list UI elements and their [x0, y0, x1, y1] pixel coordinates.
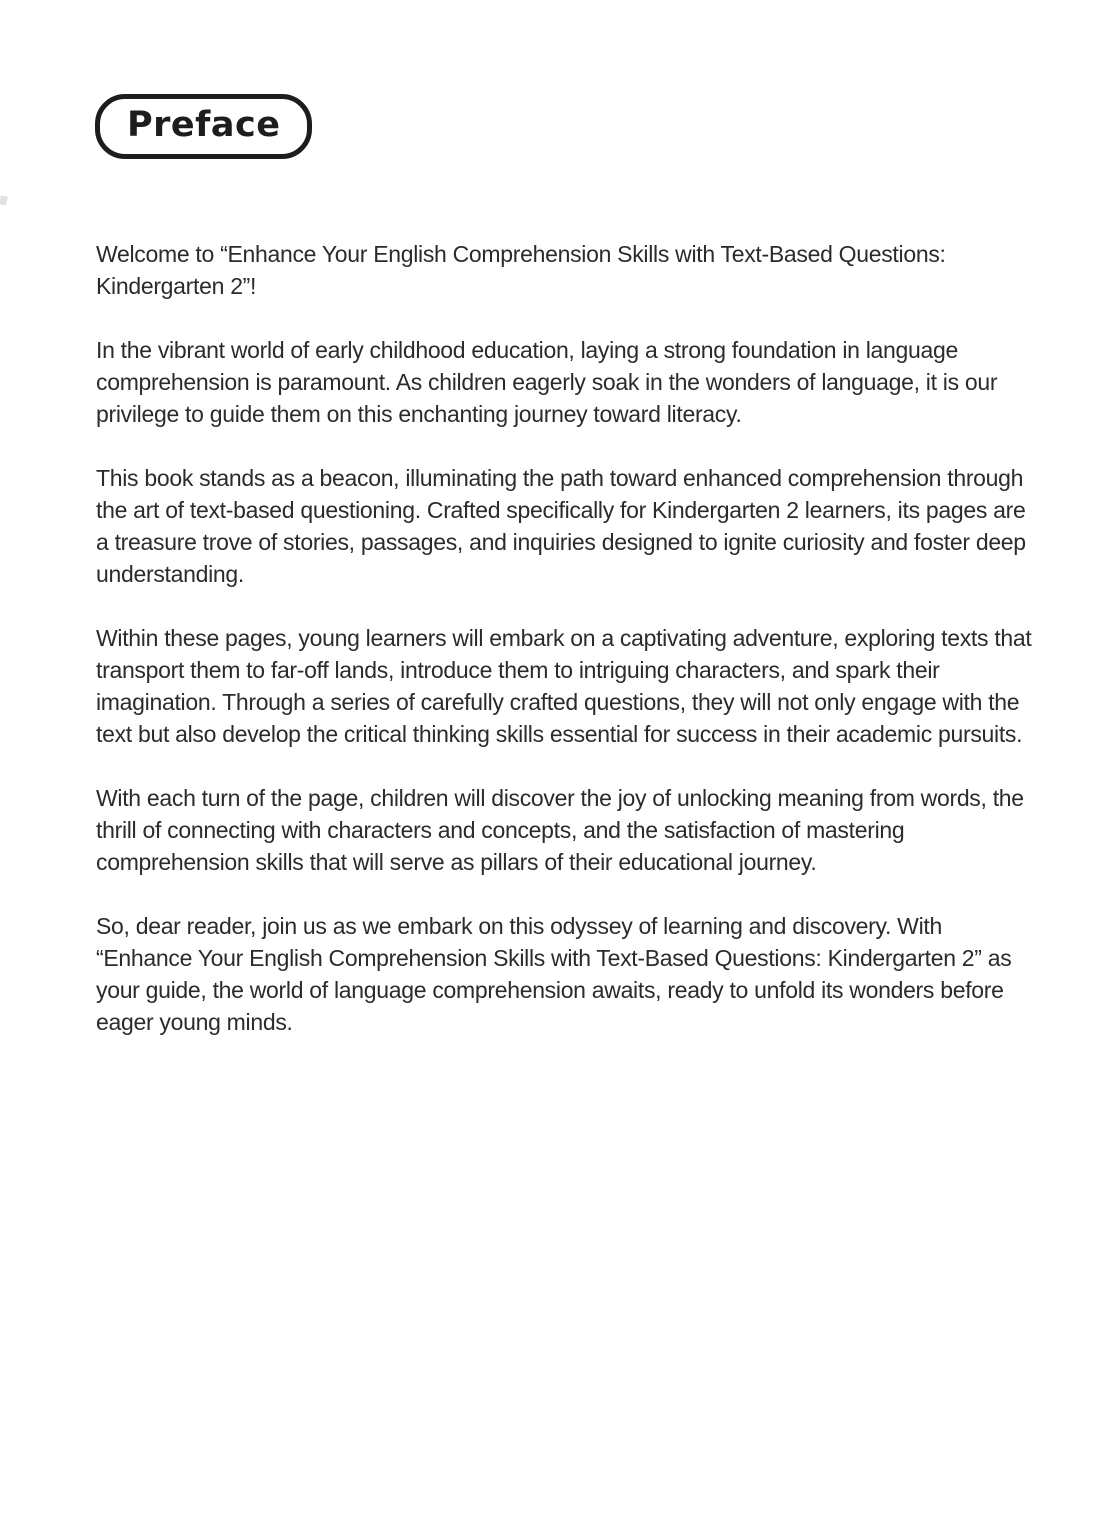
paragraph-dear-reader: So, dear reader, join us as we embark on this odyssey of learning and discovery. With “Enhance Your English Comprehension Skills with Text-Based Questions: Kindergarten 2” as your guide, the world of language comprehension awaits, ready to unfold its wonders before eager young minds.: [96, 913, 1012, 1035]
scan-artifact: [0, 195, 8, 205]
paragraph-each-turn: With each turn of the page, children will discover the joy of unlocking meaning from words, the thrill of connecting with characters and concepts, and the satisfaction of mastering comprehension skills that will serve as pillars of their educational journey.: [96, 785, 1024, 875]
paragraph-beacon: This book stands as a beacon, illuminating the path toward enhanced comprehension through the art of text-based questioning. Crafted specifically for Kindergarten 2 learners, its pages are a treasure trove of stories, passages, and inquiries designed to ignite curiosity and foster deep understanding.: [96, 465, 1026, 587]
preface-body: [96, 238, 1044, 1070]
paragraph-welcome: Welcome to “Enhance Your English Comprehension Skills with Text-Based Questions: Kindergarten 2”!: [96, 241, 946, 299]
preface-badge-label: Preface: [127, 105, 281, 145]
preface-badge: [95, 94, 312, 159]
paragraph-within-pages: Within these pages, young learners will embark on a captivating adventure, exploring texts that transport them to far-off lands, introduce them to intriguing characters, and spark their imagination. Through a series of carefully crafted questions, they will not only engage with the text but also develop the critical thinking skills essential for success in their academic pursuits.: [96, 625, 1032, 747]
paragraph-vibrant-world: In the vibrant world of early childhood education, laying a strong foundation in language comprehension is paramount. As children eagerly soak in the wonders of language, it is our privilege to guide them on this enchanting journey toward literacy.: [96, 337, 998, 427]
